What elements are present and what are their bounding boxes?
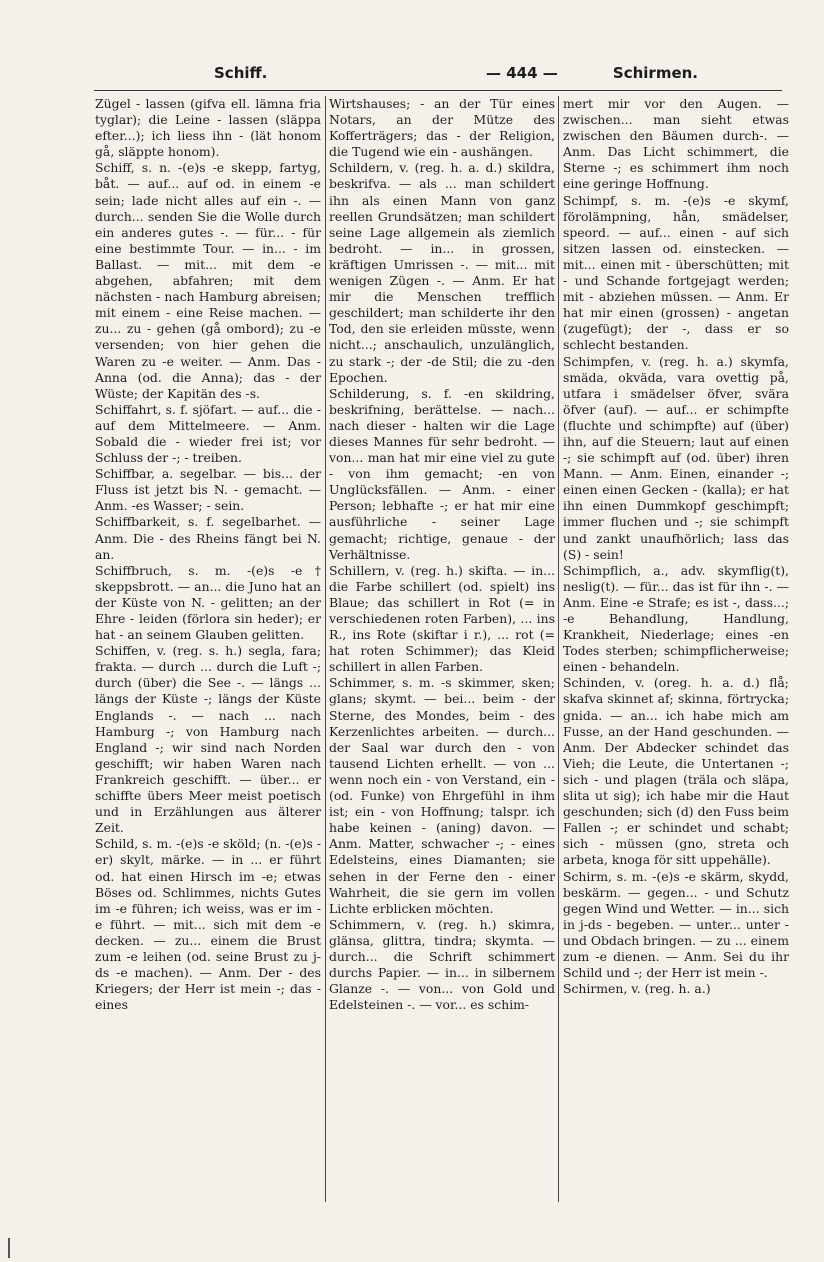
entry-schildern: Schildern, v. (reg. h. a. d.) skildra, beskrifva. — als ... man schildert ihn als einen Mann von ganz reellen Grundsätzen; man schildert seine Lage allgemein als ziemlich bedroht. — in... in grossen, kräftigen Umrissen -. — mit... mit wenigen Zügen -. — Anm. Er hat mir die Menschen trefflich geschildert; man schilderte ihr den Tod, den sie erleiden müsste, wenn nicht...; anschaulich, unzulänglich, zu stark -; der -de Stil; die zu -den Epochen. [329, 160, 555, 385]
column-divider-2 [558, 96, 559, 1202]
entry-schilderung: Schilderung, s. f. -en skildring, beskrifning, berättelse. — nach... nach dieser - halten wir die Lage dieses Mannes für sehr bedroht. — von... man hat mir eine viel zu gute - von ihm gemacht; -en von Unglücksfällen. — Anm. - einer Person; lebhafte -; er hat mir eine ausführliche - seiner Lage gemacht; richtige, genaue - der Verhältnisse. [329, 385, 555, 562]
entry-schimmer: Schimmer, s. m. -s skimmer, sken; glans; skymt. — bei... beim - der Sterne, des Mondes, beim - des Kerzenlichtes arbeiten. — durch... der Saal war durch den - von tausend Lichten erhellt. — von ... wenn noch ein - von Verstand, ein - (od. Funke) von Ehrgefühl in ihm ist; ein - von Hoffnung; talspr. ich habe keinen - (aning) davon. — Anm. Matter, schwacher -; - eines Edelsteins, eines Diamanten; sie sehen in der Ferne den - einer Wahrheit, die sie gern im vollen Lichte erblicken möchten. [329, 675, 555, 916]
column-divider-1 [325, 96, 326, 1202]
column-1 [95, 96, 321, 1013]
header-rule [94, 90, 782, 91]
entry-schimpflich: Schimpflich, a., adv. skymflig(t), neslig(t). — für... das ist für ihn -. — Anm. Eine -e Strafe; es ist -, dass...; -e Behandlung, Handlung, Krankheit, Niederlage; eines -en Todes sterben; schimpflicherweise; einen - behandeln. [563, 562, 789, 675]
entry-schiff: Schiff, s. n. -(e)s -e skepp, fartyg, båt. — auf... auf od. in einem -e sein; lade nicht alles auf ein -. — durch... senden Sie die Wolle durch ein anderes gutes -. — für... - für eine bestimmte Tour. — in... - im Ballast. — mit... mit dem -e abgehen, abfahren; mit dem nächsten - nach Hamburg abreisen; mit einem - eine Reise machen. — zu... zu - gehen (gå ombord); zu -e versenden; von hier gehen die Waren zu -e weiter. — Anm. Das - Anna (od. die Anna); das - der Wüste; der Kapitän des -s. [95, 160, 321, 401]
entry-schirm: Schirm, s. m. -(e)s -e skärm, skydd, beskärm. — gegen... - und Schutz gegen Wind und Wetter. — in... sich in j-ds - begeben. — unter... unter - und Obdach bringen. — zu ... einem zum -e dienen. — Anm. Sei du ihr Schild und -; der Herr ist mein -. [563, 868, 789, 981]
header-left-word: Schiff. [214, 64, 268, 82]
entry-schiffbarkeit: Schiffbarkeit, s. f. segelbarhet. — Anm. Die - des Rheins fängt bei N. an. [95, 514, 321, 562]
entry-schiffbar: Schiffbar, a. segelbar. — bis... der Fluss ist jetzt bis N. - gemacht. — Anm. -es Wasser; - sein. [95, 466, 321, 514]
entry-schimpfen: Schimpfen, v. (reg. h. a.) skymfa, smäda, okväda, vara ovettig på, utfara i smädelser öfver, svära öfver (auf). — auf... er schimpfte (fluchte und schimpfte) auf (über) ihn, auf die Steuern; laut auf einen -; sie schimpft auf (od. über) ihren Mann. — Anm. Einen, einander -; einen einen Gecken - (kalla); er hat ihn einen Dummkopf geschimpft; immer fluchen und -; sie schimpft und zankt unaufhörlich; lass das (S) - sein! [563, 353, 789, 562]
page-number: — 444 — [486, 64, 558, 82]
entry-text: Zügel - lassen (gifva ell. lämna fria tyglar); die Leine - lassen (släppa efter...); ich liess ihn - (lät honom gå, släppte honom). [95, 96, 321, 160]
entry-text: mert mir vor den Augen. — zwischen... man sieht etwas zwischen den Bäumen durch-. — Anm. Das Licht schimmert, die Sterne -; es schimmert ihm noch eine geringe Hoffnung. [563, 96, 789, 192]
entry-schillern: Schillern, v. (reg. h.) skifta. — in... die Farbe schillert (od. spielt) ins Blaue; das schillert in Rot (= in verschiedenen roten Farben), ... ins R., ins Rote (skiftar i r.), ... rot (= hat roten Schimmer); das Kleid schillert in allen Farben. [329, 562, 555, 675]
entry-schiffbruch: Schiffbruch, s. m. -(e)s -e† skeppsbrott. — an... die Juno hat an der Küste von N. - gelitten; an der Ehre - leiden (förlora sin heder); er hat - an seinem Glauben gelitten. [95, 562, 321, 643]
entry-schinden: Schinden, v. (oreg. h. a. d.) flå; skafva skinnet af; skinna, förtrycka; gnida. — an... ich habe mich am Fusse, an der Hand geschunden. — Anm. Der Abdecker schindet das Vieh; die Leute, die Untertanen -; sich - und plagen (träla och släpa, slita ut sig); ich habe mir die Haut geschunden; sich (d) den Fuss beim Fallen -; er schindet und schabt; sich - müssen (gno, streta och arbeta, knoga för sitt uppehälle). [563, 675, 789, 868]
entry-schimmern: Schimmern, v. (reg. h.) skimra, glänsa, glittra, tindra; skymta. — durch... die Schrift schimmert durchs Papier. — in... in silbernem Glanze -. — von... von Gold und Edelsteinen -. — vor... es schim- [329, 916, 555, 1013]
entry-schiffahrt: Schiffahrt, s. f. sjöfart. — auf... die - auf dem Mittelmeere. — Anm. Sobald die - wieder frei ist; vor Schluss der -; - treiben. [95, 401, 321, 466]
page-edge-mark [8, 1238, 10, 1258]
entry-schild: Schild, s. m. -(e)s -e sköld; (n. -(e)s -er) skylt, märke. — in ... er führt od. hat einen Hirsch im -e; etwas Böses od. Schlimmes, nichts Gutes im -e führen; ich weiss, was er im -e führt. — mit... sich mit dem -e decken. — zu... einem die Brust zum -e leihen (od. seine Brust zu j-ds -e machen). — Anm. Der - des Kriegers; der Herr ist mein -; das - eines [95, 836, 321, 1013]
column-2 [329, 96, 555, 1013]
entry-text: Wirtshauses; - an der Tür eines Notars, an der Mütze des Kofferträgers; das - der Religion, die Tugend wie ein - aushängen. [329, 96, 555, 160]
column-3 [563, 96, 789, 997]
entry-schimpf: Schimpf, s. m. -(e)s -e skymf, förolämpning, hån, smädelser, speord. — auf... einen - auf sich sitzen lassen od. einstecken. — mit... einen mit - überschütten; mit - und Schande fortgejagt werden; mit - abziehen müssen. — Anm. Er hat mir einen (grossen) - angetan (zugefügt); der -, dass er so schlecht bestanden. [563, 192, 789, 353]
entry-schiffen: Schiffen, v. (reg. s. h.) segla, fara; frakta. — durch ... durch die Luft -; durch (über) die See -. — längs ... längs der Küste -; längs der Küste Englands -. — nach ... nach Hamburg -; von Hamburg nach England -; wir sind nach Norden geschifft; wir haben Waren nach Frankreich geschifft. — über... er schiffte übers Meer meist poetisch und in Erzählungen aus älterer Zeit. [95, 643, 321, 836]
entry-schirmen: Schirmen, v. (reg. h. a.) [563, 981, 711, 997]
page-header [96, 54, 698, 86]
header-right-word: Schirmen. [612, 64, 698, 82]
